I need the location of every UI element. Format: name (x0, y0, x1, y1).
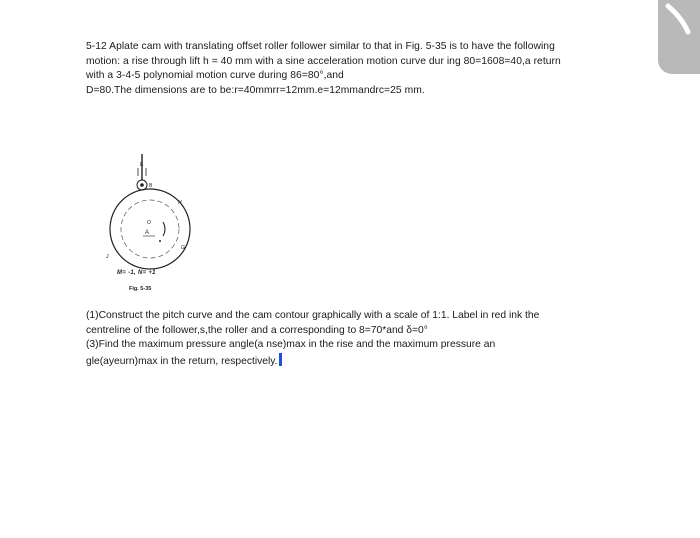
corner-panel[interactable] (658, 0, 700, 74)
problem-line-2: motion: a rise through lift h = 40 mm with a sine acceleration motion curve dur ing 80=1608=40,a return (86, 55, 561, 67)
cam-figure (105, 152, 205, 302)
label-g: G (181, 245, 185, 251)
dot-mark (159, 240, 161, 242)
label-j: J (106, 254, 109, 260)
label-o: O (147, 220, 151, 226)
question-1-line-2: centreline of the follower,s,the roller and a corresponding to 8=70*and δ=0° (86, 324, 428, 336)
questions-block[interactable] (86, 309, 606, 369)
question-3-line-1: (3)Find the maximum pressure angle(a nse)max in the rise and the maximum pressure an (86, 339, 496, 351)
figure-caption-number: Fig. 5-35 (129, 286, 152, 292)
rotation-arrow (163, 222, 165, 236)
question-3-line-2-text: gle(ayeurn)max in the return, respectively. (86, 355, 278, 367)
problem-statement (86, 40, 646, 98)
text-cursor (279, 353, 282, 366)
label-h: H (178, 200, 182, 206)
label-a: A (145, 230, 150, 236)
question-3-line-2 (86, 353, 606, 370)
question-1-line-1: (1)Construct the pitch curve and the cam contour graphically with a scale of 1:1. Label in red ink the (86, 310, 540, 321)
chevron-icon (658, 0, 700, 74)
problem-line-1: 5-12 Aplate cam with translating offset roller follower similar to that in Fig. 5-35 is to have the following (86, 41, 555, 52)
base-circle (121, 200, 179, 258)
problem-line-3: with a 3-4-5 polynomial motion curve during 86=80°,and (86, 70, 344, 82)
roller-pin (140, 183, 144, 187)
problem-line-4: D=80.The dimensions are to be:r=40mmrr=12mm.e=12mmandrc=25 mm. (86, 84, 425, 96)
figure-caption-signs: M= -1, N= +1 (117, 270, 156, 276)
cam-diagram (105, 152, 205, 302)
label-b: B (149, 183, 153, 189)
label-e: E (140, 162, 144, 168)
